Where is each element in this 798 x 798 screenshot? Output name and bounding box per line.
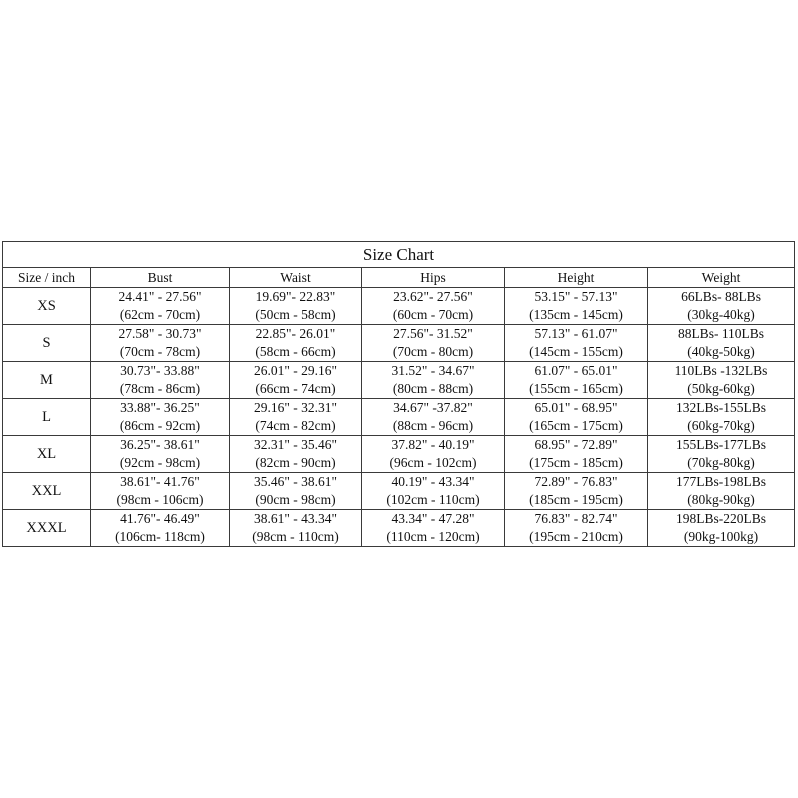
height-cell	[505, 510, 648, 547]
weight-cell	[648, 288, 795, 325]
header-height: Height	[505, 268, 648, 288]
height-cell	[505, 436, 648, 473]
weight-cell	[648, 325, 795, 362]
value-metric: (145cm - 155cm)	[529, 344, 623, 359]
value-metric: (86cm - 92cm)	[119, 418, 201, 433]
value-inches: 132LBs-155LBs	[676, 400, 767, 415]
hips-cell	[362, 510, 505, 547]
value-metric: (66cm - 74cm)	[255, 381, 336, 396]
value-inches: 30.73"- 33.88"	[120, 363, 200, 378]
table-row	[3, 510, 795, 547]
value-metric: (195cm - 210cm)	[529, 529, 623, 544]
bust-cell	[91, 473, 230, 510]
header-hips: Hips	[362, 268, 505, 288]
value-metric: (50kg-60kg)	[687, 381, 755, 396]
value-metric: (98cm - 106cm)	[116, 492, 204, 507]
value-inches: 65.01" - 68.95"	[534, 400, 618, 415]
value-metric: (102cm - 110cm)	[386, 492, 480, 507]
weight-cell	[648, 473, 795, 510]
size-label: XS	[3, 288, 91, 325]
header-bust: Bust	[91, 268, 230, 288]
height-cell	[505, 362, 648, 399]
size-label: M	[3, 362, 91, 399]
value-inches: 61.07" - 65.01"	[534, 363, 618, 378]
value-metric: (165cm - 175cm)	[529, 418, 623, 433]
waist-cell	[230, 362, 362, 399]
value-inches: 88LBs- 110LBs	[677, 326, 765, 341]
value-inches: 41.76"- 46.49"	[120, 511, 200, 526]
value-metric: (88cm - 96cm)	[392, 418, 474, 433]
value-metric: (155cm - 165cm)	[529, 381, 623, 396]
size-chart-table	[2, 241, 795, 547]
waist-cell	[230, 288, 362, 325]
value-inches: 198LBs-220LBs	[676, 511, 767, 526]
waist-cell	[230, 510, 362, 547]
value-metric: (78cm - 86cm)	[119, 381, 201, 396]
value-metric: (135cm - 145cm)	[529, 307, 623, 322]
value-inches: 110LBs -132LBs	[674, 363, 768, 378]
value-inches: 37.82" - 40.19"	[391, 437, 475, 452]
table-row	[3, 436, 795, 473]
hips-cell	[362, 288, 505, 325]
waist-cell	[230, 473, 362, 510]
value-metric: (60cm - 70cm)	[392, 307, 474, 322]
value-inches: 43.34" - 47.28"	[391, 511, 475, 526]
value-metric: (80cm - 88cm)	[392, 381, 474, 396]
value-metric: (90cm - 98cm)	[255, 492, 336, 507]
bust-cell	[91, 399, 230, 436]
bust-cell	[91, 325, 230, 362]
value-metric: (30kg-40kg)	[687, 307, 755, 322]
value-metric: (60kg-70kg)	[687, 418, 755, 433]
table-row	[3, 362, 795, 399]
size-label: L	[3, 399, 91, 436]
height-cell	[505, 399, 648, 436]
waist-cell	[230, 325, 362, 362]
table-row	[3, 473, 795, 510]
value-metric: (98cm - 110cm)	[252, 529, 339, 544]
height-cell	[505, 473, 648, 510]
header-waist: Waist	[230, 268, 362, 288]
value-metric: (82cm - 90cm)	[255, 455, 336, 470]
value-inches: 34.67" -37.82"	[393, 400, 473, 415]
value-metric: (50cm - 58cm)	[255, 307, 336, 322]
chart-title: Size Chart	[3, 242, 795, 268]
value-inches: 155LBs-177LBs	[676, 437, 767, 452]
value-inches: 72.89" - 76.83"	[534, 474, 618, 489]
value-metric: (110cm - 120cm)	[386, 529, 480, 544]
header-weight: Weight	[648, 268, 795, 288]
value-inches: 57.13" - 61.07"	[534, 326, 618, 341]
value-inches: 33.88"- 36.25"	[120, 400, 200, 415]
table-row	[3, 288, 795, 325]
size-label: XL	[3, 436, 91, 473]
value-inches: 24.41" - 27.56"	[118, 289, 202, 304]
value-inches: 36.25"- 38.61"	[120, 437, 200, 452]
value-metric: (70cm - 80cm)	[392, 344, 474, 359]
value-metric: (62cm - 70cm)	[119, 307, 201, 322]
value-metric: (40kg-50kg)	[687, 344, 755, 359]
weight-cell	[648, 362, 795, 399]
waist-cell	[230, 399, 362, 436]
weight-cell	[648, 510, 795, 547]
weight-cell	[648, 399, 795, 436]
table-row	[3, 325, 795, 362]
value-inches: 26.01" - 29.16"	[253, 363, 338, 378]
size-label: XXL	[3, 473, 91, 510]
hips-cell	[362, 325, 505, 362]
value-metric: (74cm - 82cm)	[255, 418, 336, 433]
value-inches: 38.61" - 43.34"	[253, 511, 338, 526]
size-rows	[3, 288, 795, 547]
value-inches: 27.58" - 30.73"	[118, 326, 202, 341]
table-row	[3, 399, 795, 436]
value-inches: 27.56"- 31.52"	[393, 326, 473, 341]
hips-cell	[362, 436, 505, 473]
bust-cell	[91, 362, 230, 399]
value-inches: 23.62"- 27.56"	[393, 289, 473, 304]
weight-cell	[648, 436, 795, 473]
value-inches: 32.31" - 35.46"	[253, 437, 338, 452]
header-row	[3, 268, 795, 288]
waist-cell	[230, 436, 362, 473]
value-inches: 76.83" - 82.74"	[534, 511, 618, 526]
size-label: XXXL	[3, 510, 91, 547]
value-metric: (90kg-100kg)	[683, 529, 759, 544]
value-metric: (70cm - 78cm)	[119, 344, 201, 359]
bust-cell	[91, 510, 230, 547]
size-label: S	[3, 325, 91, 362]
value-inches: 38.61"- 41.76"	[120, 474, 200, 489]
height-cell	[505, 288, 648, 325]
value-inches: 68.95" - 72.89"	[534, 437, 618, 452]
title-row	[3, 242, 795, 268]
value-inches: 40.19" - 43.34"	[391, 474, 475, 489]
value-inches: 22.85"- 26.01"	[255, 326, 336, 341]
value-inches: 19.69"- 22.83"	[255, 289, 336, 304]
value-inches: 31.52" - 34.67"	[391, 363, 475, 378]
value-inches: 53.15" - 57.13"	[534, 289, 618, 304]
value-metric: (58cm - 66cm)	[255, 344, 336, 359]
value-inches: 66LBs- 88LBs	[681, 289, 761, 304]
hips-cell	[362, 362, 505, 399]
value-inches: 177LBs-198LBs	[676, 474, 767, 489]
value-inches: 35.46" - 38.61"	[253, 474, 338, 489]
value-metric: (106cm- 118cm)	[115, 529, 205, 544]
value-metric: (185cm - 195cm)	[529, 492, 623, 507]
bust-cell	[91, 288, 230, 325]
hips-cell	[362, 399, 505, 436]
value-metric: (70kg-80kg)	[687, 455, 755, 470]
height-cell	[505, 325, 648, 362]
hips-cell	[362, 473, 505, 510]
value-metric: (92cm - 98cm)	[119, 455, 201, 470]
value-inches: 29.16" - 32.31"	[253, 400, 338, 415]
value-metric: (80kg-90kg)	[687, 492, 755, 507]
header-size: Size / inch	[3, 268, 91, 288]
value-metric: (96cm - 102cm)	[389, 455, 477, 470]
value-metric: (175cm - 185cm)	[529, 455, 623, 470]
bust-cell	[91, 436, 230, 473]
